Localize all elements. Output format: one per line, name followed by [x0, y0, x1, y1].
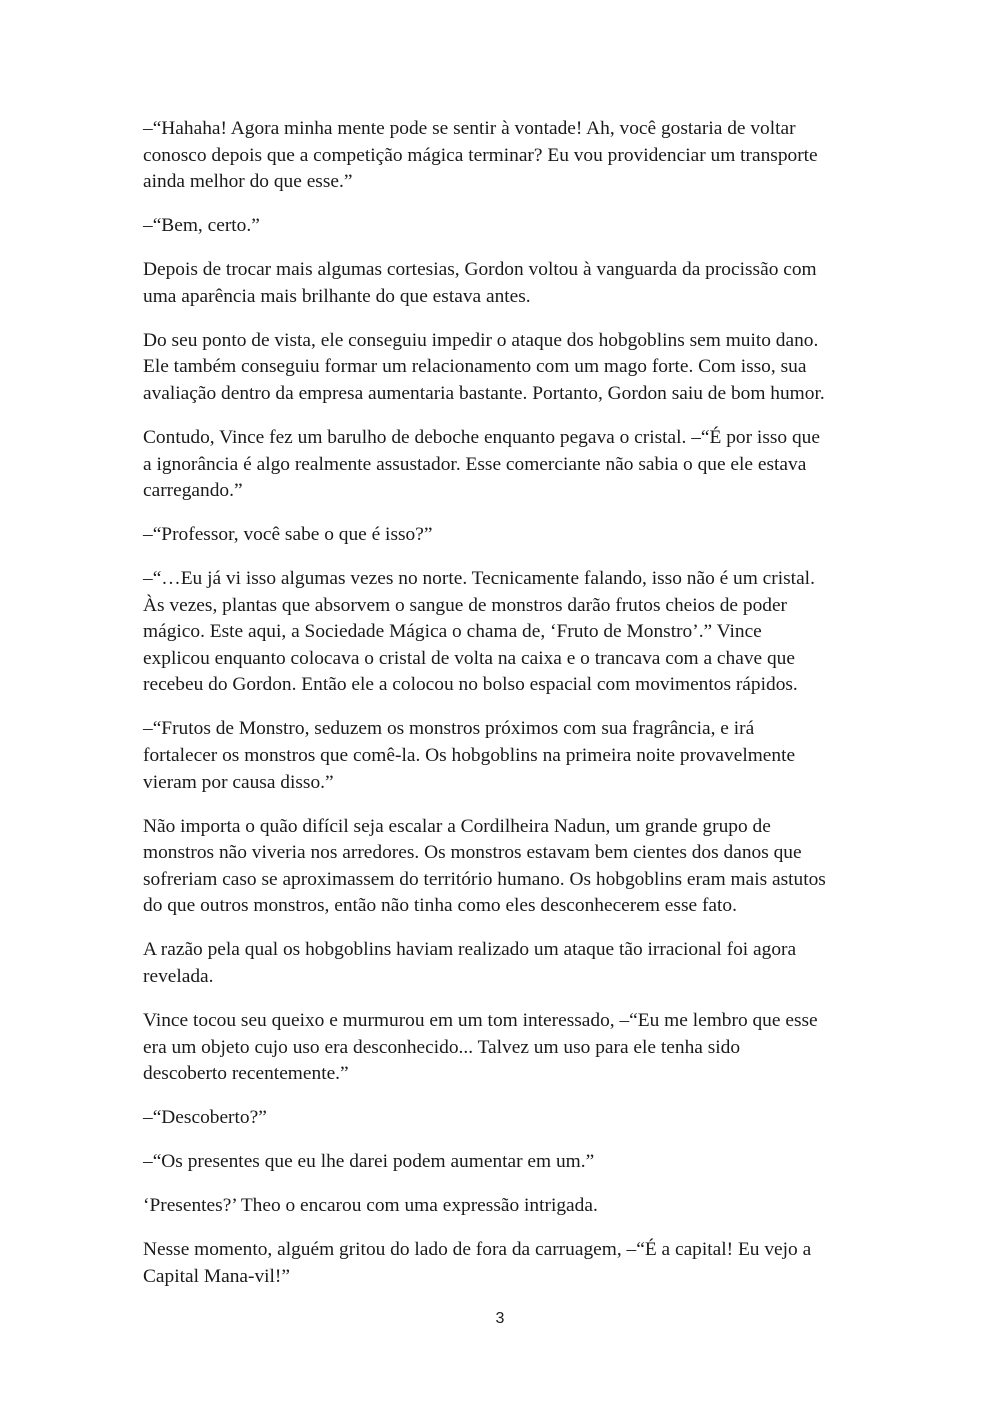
- paragraph-7: –“…Eu já vi isso algumas vezes no norte. Tecnicamente falando, isso não é um cristal. Às vezes, plantas que absorvem o sangue de monstros darão frutos cheios de poder mágico. Este aqui, a Sociedade Mágica o chama de, ‘Fruto de Monstro’.” Vince explicou enquanto colocava o cristal de volta na caixa e o trancava com a chave que recebeu do Gordon. Então ele a colocou no bolso espacial com movimentos rápidos.: [143, 568, 815, 696]
- paragraph-3: Depois de trocar mais algumas cortesias, Gordon voltou à vanguarda da procissão com uma aparência mais brilhante do que estava antes.: [143, 259, 817, 307]
- paragraph-9: Não importa o quão difícil seja escalar a Cordilheira Nadun, um grande grupo de monstros não viveria nos arredores. Os monstros estavam bem cientes dos danos que sofreriam caso se aproximassem do território humano. Os hobgoblins eram mais astutos do que outros monstros, então não tinha como eles desconhecerem esse fato.: [143, 815, 826, 917]
- paragraph-10: A razão pela qual os hobgoblins haviam realizado um ataque tão irracional foi agora revelada.: [143, 939, 797, 987]
- paragraph-12: –“Descoberto?”: [143, 1107, 267, 1129]
- paragraph-14: ‘Presentes?’ Theo o encarou com uma expressão intrigada.: [143, 1195, 598, 1217]
- paragraph-4: Do seu ponto de vista, ele conseguiu impedir o ataque dos hobgoblins sem muito dano. Ele também conseguiu formar um relacionamento com um mago forte. Com isso, sua avaliação dentro da empresa aumentaria bastante. Portanto, Gordon saiu de bom humor.: [143, 329, 825, 404]
- paragraph-5: Contudo, Vince fez um barulho de deboche enquanto pegava o cristal. –“É por isso que a ignorância é algo realmente assustador. Esse comerciante não sabia o que ele estava carregando.”: [143, 426, 820, 502]
- paragraph-8: –“Frutos de Monstro, seduzem os monstros próximos com sua fragrância, e irá fortalecer os monstros que comê-la. Os hobgoblins na primeira noite provavelmente vieram por causa disso.”: [143, 718, 796, 793]
- page-number: 3: [495, 1310, 505, 1327]
- paragraph-13: –“Os presentes que eu lhe darei podem aumentar em um.”: [143, 1151, 595, 1173]
- paragraph-1: –“Hahaha! Agora minha mente pode se sentir à vontade! Ah, você gostaria de voltar conosco depois que a competição mágica terminar? Eu vou providenciar um transporte ainda melhor do que esse.”: [143, 118, 818, 193]
- paragraph-15: Nesse momento, alguém gritou do lado de fora da carruagem, –“É a capital! Eu vejo a Capital Mana-vil!”: [143, 1239, 812, 1287]
- paragraph-2: –“Bem, certo.”: [143, 215, 260, 237]
- body-text: [143, 116, 858, 1308]
- paragraph-11: Vince tocou seu queixo e murmurou em um tom interessado, –“Eu me lembro que esse era um objeto cujo uso era desconhecido... Talvez um uso para ele tenha sido descoberto recentemente.”: [143, 1009, 818, 1085]
- paragraph-6: –“Professor, você sabe o que é isso?”: [143, 524, 433, 546]
